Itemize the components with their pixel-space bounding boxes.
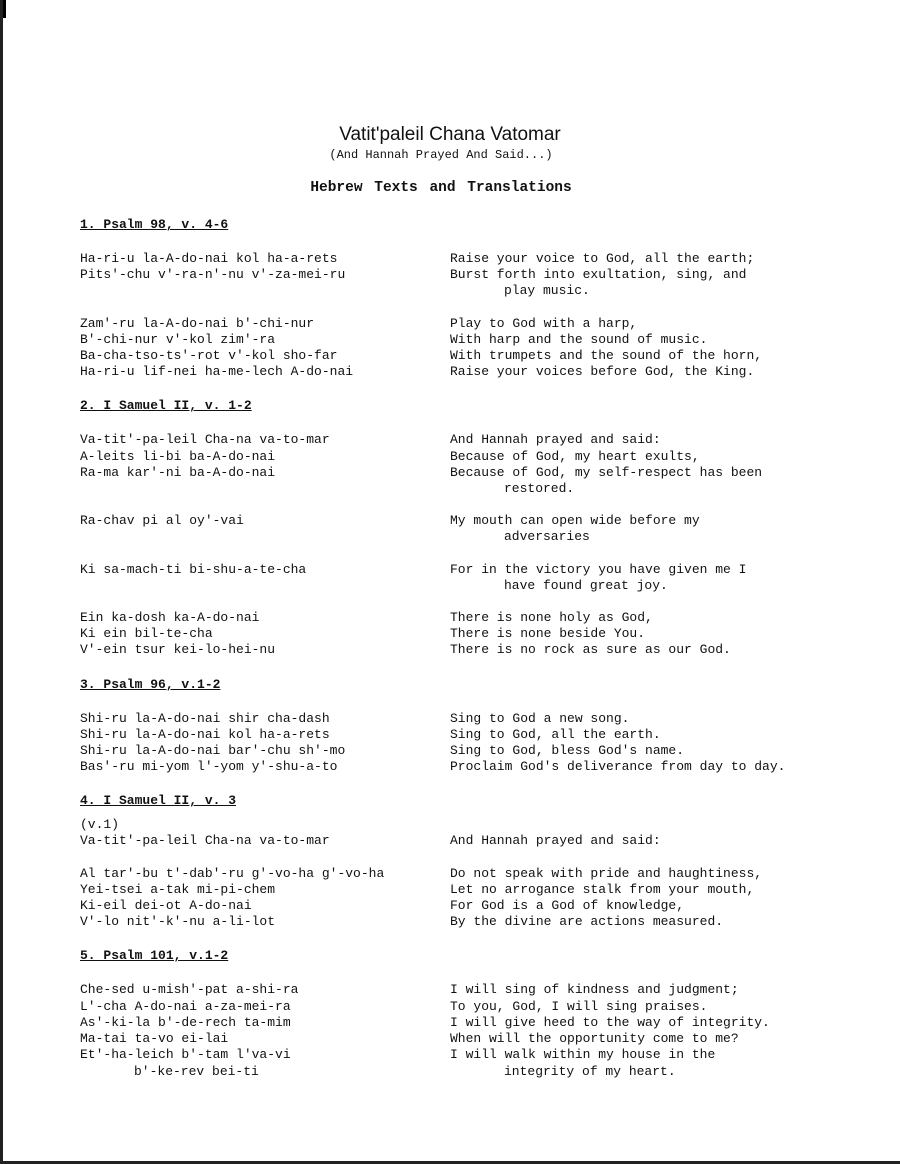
hebrew-transliteration: [80, 642, 450, 658]
translation-line: By the divine are actions measured.: [450, 914, 724, 930]
translation-line: Sing to God, all the earth.: [450, 726, 661, 742]
english-translation: [450, 251, 850, 267]
english-translation: [450, 711, 850, 727]
verse-line: [0, 727, 900, 743]
english-translation: [450, 642, 850, 658]
hebrew-transliteration: [80, 898, 450, 914]
hebrew-transliteration: [80, 348, 450, 364]
verse-line: [0, 999, 900, 1015]
hebrew-line: Pits'-chu v'-ra-n'-nu v'-za-mei-ru: [80, 267, 346, 283]
translation-line: Play to God with a harp,: [450, 315, 638, 331]
verse-line: [0, 711, 900, 727]
verse-line: [0, 914, 900, 930]
hebrew-transliteration: [80, 727, 450, 743]
verse-line: [0, 332, 900, 348]
hebrew-transliteration: [80, 866, 450, 882]
page-heading: Hebrew Texts and Translations: [310, 180, 572, 196]
section-3: [0, 677, 900, 794]
section-1: [0, 217, 900, 398]
hebrew-line: Ma-tai ta-vo ei-lai: [80, 1031, 229, 1047]
hebrew-transliteration: [80, 316, 450, 332]
hebrew-line: Ki ein bil-te-cha: [80, 626, 213, 642]
translation-line: And Hannah prayed and said:: [450, 833, 661, 849]
translation-line: There is none beside You.: [450, 626, 646, 642]
translation-line-continued: restored.: [504, 481, 575, 497]
verse-line: [0, 882, 900, 898]
verse-line: [0, 348, 900, 364]
verse-line: [0, 1015, 900, 1031]
english-translation: [450, 759, 850, 775]
english-translation: [450, 348, 850, 364]
hebrew-line: Ha-ri-u la-A-do-nai kol ha-a-rets: [80, 251, 338, 266]
translation-line: Because of God, my heart exults,: [450, 448, 700, 464]
verse-line: [0, 449, 900, 465]
hebrew-transliteration: [80, 465, 450, 497]
verse-line: [0, 432, 900, 448]
hebrew-transliteration: [80, 610, 450, 626]
hebrew-transliteration: [80, 1047, 450, 1079]
hebrew-line: Ha-ri-u lif-nei ha-me-lech A-do-nai: [80, 364, 354, 380]
section-5: [0, 948, 900, 1097]
translation-line: When will the opportunity come to me?: [450, 1031, 739, 1047]
translation-line: I will walk within my house in the: [450, 1047, 716, 1063]
verse-line: [0, 642, 900, 658]
english-translation: [450, 465, 850, 497]
hebrew-line: Et'-ha-leich b'-tam l'va-vi: [80, 1047, 291, 1063]
hebrew-transliteration: [80, 833, 450, 849]
hebrew-line: A-leits li-bi ba-A-do-nai: [80, 448, 276, 464]
hebrew-line-continued: b'-ke-rev bei-ti: [134, 1063, 259, 1079]
verse-line: [0, 982, 900, 998]
section-title: 3. Psalm 96, v.1-2: [80, 676, 221, 692]
hebrew-transliteration: [80, 1031, 450, 1047]
translation-line: Burst forth into exultation, sing, and: [450, 267, 747, 283]
translation-line: There is none holy as God,: [450, 610, 653, 626]
translation-line: And Hannah prayed and said:: [450, 432, 661, 448]
hebrew-transliteration: [80, 982, 450, 998]
translation-line: Because of God, my self-respect has been: [450, 464, 763, 480]
english-translation: [450, 610, 850, 626]
hebrew-line: Zam'-ru la-A-do-nai b'-chi-nur: [80, 315, 315, 331]
verse-line: [0, 866, 900, 882]
hebrew-line: Va-tit'-pa-leil Cha-na va-to-mar: [80, 432, 330, 448]
english-translation: [450, 626, 850, 642]
english-translation: [450, 316, 850, 332]
hebrew-line: B'-chi-nur v'-kol zim'-ra: [80, 331, 276, 347]
translation-line: Proclaim God's deliverance from day to day.: [450, 759, 786, 775]
english-translation: [450, 1047, 850, 1079]
english-translation: [450, 332, 850, 348]
english-translation: [450, 999, 850, 1015]
english-translation: [450, 1031, 850, 1047]
hebrew-transliteration: [80, 1015, 450, 1031]
english-translation: [450, 914, 850, 930]
translation-line: My mouth can open wide before my: [450, 513, 700, 529]
translation-line-continued: integrity of my heart.: [504, 1063, 676, 1079]
hebrew-line: Ba-cha-tso-ts'-rot v'-kol sho-far: [80, 348, 338, 364]
english-translation: [450, 882, 850, 898]
translation-line: Sing to God, bless God's name.: [450, 743, 685, 759]
hebrew-line: Shi-ru la-A-do-nai bar'-chu sh'-mo: [80, 743, 346, 759]
verse-line: [0, 1031, 900, 1047]
hebrew-line: Al tar'-bu t'-dab'-ru g'-vo-ha g'-vo-ha: [80, 865, 385, 881]
hebrew-line: Ra-chav pi al oy'-vai: [80, 513, 244, 529]
translation-line: To you, God, I will sing praises.: [450, 998, 708, 1014]
hebrew-line: Ein ka-dosh ka-A-do-nai: [80, 610, 260, 626]
english-translation: [450, 898, 850, 914]
hebrew-transliteration: [80, 626, 450, 642]
translation-line: Sing to God a new song.: [450, 710, 630, 726]
hebrew-transliteration: [80, 759, 450, 775]
verse-line: [0, 251, 900, 267]
hebrew-line: Shi-ru la-A-do-nai kol ha-a-rets: [80, 726, 330, 742]
hebrew-line: L'-cha A-do-nai a-za-mei-ra: [80, 998, 291, 1014]
hebrew-transliteration: [80, 449, 450, 465]
english-translation: [450, 432, 850, 448]
english-translation: [450, 267, 850, 299]
verse-line: [0, 316, 900, 332]
english-translation: [450, 1015, 850, 1031]
translation-line: For God is a God of knowledge,: [450, 898, 685, 914]
translation-line-continued: adversaries: [504, 529, 590, 545]
section-4: [0, 793, 900, 948]
hebrew-transliteration: [80, 432, 450, 448]
english-translation: [450, 743, 850, 759]
section-title: 4. I Samuel II, v. 3: [80, 793, 237, 809]
translation-line-continued: have found great joy.: [504, 577, 668, 593]
translation-line: Let no arrogance stalk from your mouth,: [450, 881, 755, 897]
section-note: (v.1): [80, 817, 120, 833]
hebrew-transliteration: [80, 882, 450, 898]
section-2: [0, 398, 900, 676]
hebrew-line: V'-ein tsur kei-lo-hei-nu: [80, 642, 276, 658]
document-body: [0, 217, 900, 1098]
translation-line: I will sing of kindness and judgment;: [450, 982, 739, 998]
hebrew-transliteration: [80, 914, 450, 930]
hebrew-transliteration: [80, 743, 450, 759]
hebrew-transliteration: [80, 711, 450, 727]
verse-line: [0, 759, 900, 775]
section-title: 1. Psalm 98, v. 4-6: [80, 217, 229, 232]
hebrew-line: Ki sa-mach-ti bi-shu-a-te-cha: [80, 561, 307, 577]
translation-line-continued: play music.: [504, 283, 590, 299]
hebrew-transliteration: [80, 251, 450, 267]
hebrew-line: Shi-ru la-A-do-nai shir cha-dash: [80, 710, 330, 726]
verse-line: [0, 743, 900, 759]
verse-line: [0, 562, 900, 594]
translation-line: With trumpets and the sound of the horn,: [450, 348, 763, 364]
hebrew-line: Ki-eil dei-ot A-do-nai: [80, 898, 252, 914]
english-translation: [450, 513, 850, 545]
hebrew-transliteration: [80, 513, 450, 545]
hebrew-line: Ra-ma kar'-ni ba-A-do-nai: [80, 464, 276, 480]
section-title: 5. Psalm 101, v.1-2: [80, 948, 229, 964]
hebrew-transliteration: [80, 562, 450, 594]
translation-line: I will give heed to the way of integrity.: [450, 1014, 770, 1030]
translation-line: Raise your voices before God, the King.: [450, 364, 755, 380]
hebrew-transliteration: [80, 332, 450, 348]
translation-line: Do not speak with pride and haughtiness,: [450, 865, 763, 881]
hebrew-transliteration: [80, 999, 450, 1015]
hebrew-transliteration: [80, 364, 450, 380]
verse-line: [0, 513, 900, 545]
section-title: 2. I Samuel II, v. 1-2: [80, 398, 252, 414]
verse-line: [0, 626, 900, 642]
verse-line: [0, 833, 900, 849]
verse-line: [0, 364, 900, 380]
page-subtitle: (And Hannah Prayed And Said...): [329, 148, 553, 162]
page-title: Vatit'paleil Chana Vatomar: [339, 124, 561, 145]
hebrew-line: Che-sed u-mish'-pat a-shi-ra: [80, 982, 299, 998]
hebrew-line: Yei-tsei a-tak mi-pi-chem: [80, 881, 276, 897]
hebrew-line: Bas'-ru mi-yom l'-yom y'-shu-a-to: [80, 759, 338, 775]
translation-line: With harp and the sound of music.: [450, 331, 708, 347]
english-translation: [450, 866, 850, 882]
english-translation: [450, 833, 850, 849]
verse-line: [0, 267, 900, 299]
verse-line: [0, 610, 900, 626]
verse-line: [0, 1047, 900, 1079]
english-translation: [450, 364, 850, 380]
english-translation: [450, 982, 850, 998]
english-translation: [450, 562, 850, 594]
verse-line: [0, 898, 900, 914]
translation-line: Raise your voice to God, all the earth;: [450, 251, 755, 266]
english-translation: [450, 727, 850, 743]
translation-line: For in the victory you have given me I: [450, 561, 747, 577]
hebrew-transliteration: [80, 267, 450, 299]
hebrew-line: As'-ki-la b'-de-rech ta-mim: [80, 1014, 291, 1030]
verse-line: [0, 465, 900, 497]
hebrew-line: Va-tit'-pa-leil Cha-na va-to-mar: [80, 833, 330, 849]
hebrew-line: V'-lo nit'-k'-nu a-li-lot: [80, 914, 276, 930]
english-translation: [450, 449, 850, 465]
translation-line: There is no rock as sure as our God.: [450, 642, 731, 658]
